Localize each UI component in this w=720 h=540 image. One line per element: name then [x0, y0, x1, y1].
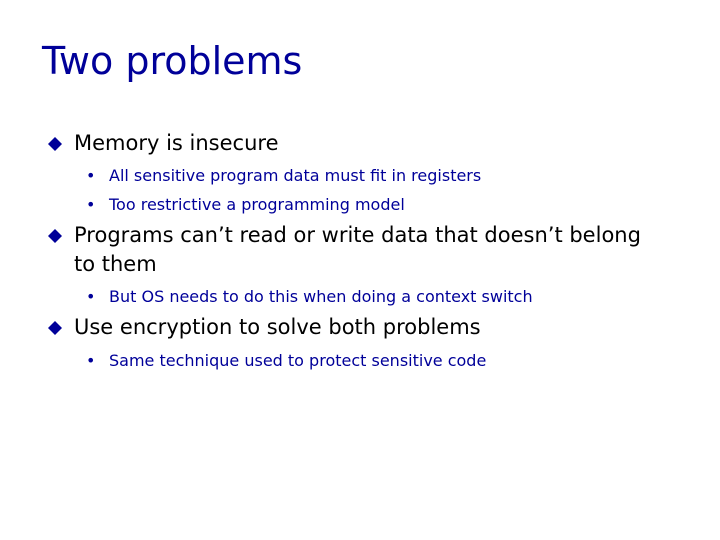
sub-bullet-item	[86, 351, 486, 371]
dot-bullet-icon: •	[86, 195, 96, 214]
diamond-bullet-icon	[48, 137, 62, 151]
sub-bullet-text: Same technique used to protect sensitive code	[109, 351, 487, 370]
sub-bullet-item	[86, 287, 533, 307]
diamond-bullet-icon	[48, 321, 62, 335]
sub-bullet-item	[86, 166, 481, 186]
bullet-item	[48, 129, 648, 158]
dot-bullet-icon: •	[86, 166, 96, 185]
diamond-bullet-icon	[48, 229, 62, 243]
bullet-text: Programs can’t read or write data that doesn’t belong to them	[74, 223, 641, 276]
bullet-item	[48, 313, 648, 342]
bullet-text: Memory is insecure	[74, 131, 279, 155]
slide-title: Two problems	[42, 39, 303, 83]
bullet-text: Use encryption to solve both problems	[74, 315, 481, 339]
dot-bullet-icon: •	[86, 351, 96, 370]
sub-bullet-text: But OS needs to do this when doing a context switch	[109, 287, 533, 306]
dot-bullet-icon: •	[86, 287, 96, 306]
sub-bullet-item	[86, 195, 405, 215]
sub-bullet-text: All sensitive program data must fit in registers	[109, 166, 482, 185]
sub-bullet-text: Too restrictive a programming model	[109, 195, 405, 214]
bullet-item	[48, 221, 648, 279]
